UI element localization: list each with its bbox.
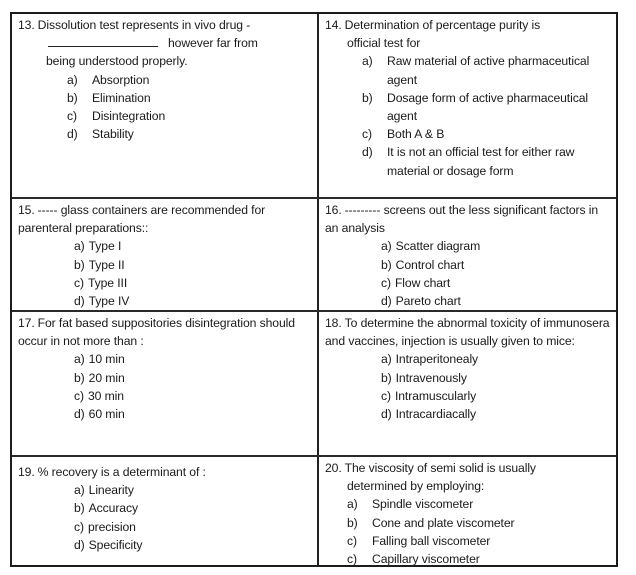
question-number: 17.	[18, 316, 35, 330]
option-text: Raw material of active pharmaceutical agent	[387, 54, 590, 87]
stem-text: ----- glass containers are recommended for parenteral preparations::	[18, 203, 266, 236]
option-text: Disintegration	[92, 109, 166, 124]
option-text: Capillary viscometer	[372, 552, 480, 567]
option-label: d)	[362, 145, 373, 160]
option-text: Intraperitonealy	[395, 352, 479, 367]
option-label: a)	[74, 239, 85, 254]
question-number: 20.	[325, 461, 342, 475]
option-d	[67, 125, 311, 143]
option-c	[381, 387, 610, 405]
option-d	[74, 536, 311, 554]
option-text: 20 min	[88, 370, 125, 385]
stem-text: however far from	[168, 36, 258, 51]
option-text: Type II	[88, 257, 125, 272]
question-stem	[18, 463, 311, 481]
option-text: Intramuscularly	[394, 388, 477, 403]
option-label: a)	[74, 483, 85, 498]
option-b	[74, 499, 311, 517]
option-label: a)	[74, 352, 85, 367]
option-a	[362, 52, 610, 88]
option-label: b)	[74, 257, 85, 272]
option-text: Control chart	[395, 257, 465, 272]
option-label: c)	[74, 275, 84, 290]
option-b	[74, 256, 311, 274]
question-stem	[18, 201, 311, 237]
option-label: d)	[74, 294, 85, 309]
question-20	[319, 457, 616, 565]
option-text: Intracardiacally	[395, 407, 477, 422]
question-number: 18.	[325, 316, 342, 330]
question-stem	[325, 201, 610, 237]
option-label: b)	[74, 370, 85, 385]
option-text: Intravenously	[395, 370, 467, 385]
stem-text: Dissolution test represents in vivo drug -	[37, 18, 251, 32]
option-text: Type III	[87, 275, 128, 290]
option-label: a)	[362, 54, 373, 69]
fill-in-blank	[48, 34, 158, 47]
stem-text: % recovery is a determinant of :	[37, 465, 206, 479]
option-text: Stability	[92, 127, 134, 142]
option-text: It is not an official test for either raw material or dosage form	[387, 145, 575, 178]
option-label: b)	[74, 501, 85, 516]
option-text: Linearity	[88, 483, 134, 498]
option-label: a)	[381, 352, 392, 367]
stem-text: --------- screens out the less significant factors in an analysis	[325, 203, 599, 236]
option-b	[381, 369, 610, 387]
question-18	[319, 312, 616, 455]
options-list	[18, 481, 311, 554]
question-19	[12, 457, 317, 565]
option-label: a)	[67, 72, 78, 87]
option-c	[74, 518, 311, 536]
options-list	[325, 237, 610, 310]
option-c	[362, 125, 610, 143]
question-stem	[325, 314, 610, 350]
option-c	[74, 274, 311, 292]
option-label: d)	[381, 407, 392, 422]
option-d	[381, 292, 610, 310]
question-13	[12, 14, 317, 197]
option-label: a)	[347, 497, 358, 512]
option-label: b)	[381, 370, 392, 385]
option-d	[347, 550, 610, 568]
option-label: c)	[347, 552, 357, 567]
question-stem-line2	[18, 34, 311, 52]
option-a	[74, 481, 311, 499]
option-label: b)	[362, 90, 373, 105]
option-text: Accuracy	[88, 501, 138, 516]
option-label: d)	[67, 127, 78, 142]
question-stem	[325, 16, 610, 34]
option-label: b)	[347, 515, 358, 530]
question-17	[12, 312, 317, 455]
option-d	[362, 143, 610, 179]
option-c	[381, 274, 610, 292]
option-text: 60 min	[88, 407, 125, 422]
option-b	[362, 89, 610, 125]
option-a	[74, 350, 311, 368]
option-text: Flow chart	[394, 275, 451, 290]
options-list	[325, 350, 610, 423]
question-number: 19.	[18, 465, 35, 479]
option-text: Specificity	[88, 537, 143, 552]
question-16	[319, 199, 616, 310]
option-label: c)	[74, 519, 84, 534]
option-label: c)	[347, 533, 357, 548]
option-d	[74, 292, 311, 310]
option-label: c)	[74, 388, 84, 403]
options-list	[18, 71, 311, 144]
question-stem-line3: being understood properly.	[46, 54, 188, 69]
option-label: c)	[67, 109, 77, 124]
option-b	[381, 256, 610, 274]
option-text: Cone and plate viscometer	[372, 515, 515, 530]
option-b	[67, 89, 311, 107]
option-text: Both A & B	[387, 127, 445, 142]
options-list	[18, 237, 311, 310]
option-text: Type I	[88, 239, 122, 254]
option-c	[74, 387, 311, 405]
option-text: 10 min	[88, 352, 125, 367]
option-b	[347, 514, 610, 532]
option-c	[67, 107, 311, 125]
option-text: Spindle viscometer	[372, 497, 474, 512]
option-a	[381, 350, 610, 368]
option-b	[74, 369, 311, 387]
question-stem	[325, 459, 610, 477]
option-d	[74, 405, 311, 423]
question-number: 16.	[325, 203, 342, 217]
question-number: 14.	[325, 18, 342, 32]
option-text: 30 min	[87, 388, 124, 403]
option-label: d)	[74, 537, 85, 552]
question-number: 13.	[18, 18, 35, 32]
option-text: Falling ball viscometer	[372, 533, 491, 548]
option-label: b)	[381, 257, 392, 272]
stem-text: For fat based suppositories disintegration should occur in not more than :	[18, 316, 295, 349]
option-text: Absorption	[92, 72, 150, 87]
question-table	[10, 12, 618, 567]
option-text: Scatter diagram	[395, 239, 481, 254]
option-label: c)	[362, 127, 372, 142]
question-15	[12, 199, 317, 310]
question-stem-line2: official test for	[347, 36, 421, 51]
option-text: Elimination	[92, 90, 151, 105]
option-text: precision	[87, 519, 136, 534]
question-stem-line2: determined by employing:	[347, 479, 485, 494]
option-label: c)	[381, 275, 391, 290]
question-number: 15.	[18, 203, 35, 217]
option-text: Type IV	[88, 294, 130, 309]
option-a	[381, 237, 610, 255]
option-label: d)	[381, 294, 392, 309]
stem-text: Determination of percentage purity is	[344, 18, 541, 32]
option-c	[347, 532, 610, 550]
options-list	[325, 495, 610, 568]
option-d	[381, 405, 610, 423]
stem-text: The viscosity of semi solid is usually	[344, 461, 536, 475]
option-label: d)	[74, 407, 85, 422]
option-label: a)	[381, 239, 392, 254]
options-list	[18, 350, 311, 423]
question-stem	[18, 16, 311, 34]
option-a	[347, 495, 610, 513]
stem-text: To determine the abnormal toxicity of immunosera and vaccines, injection is usually given to mice:	[325, 316, 610, 349]
option-a	[74, 237, 311, 255]
question-14	[319, 14, 616, 197]
option-a	[67, 71, 311, 89]
question-stem	[18, 314, 311, 350]
option-text: Pareto chart	[395, 294, 461, 309]
option-text: Dosage form of active pharmaceutical agent	[387, 90, 588, 124]
option-label: c)	[381, 388, 391, 403]
option-label: b)	[67, 90, 78, 105]
options-list	[325, 52, 610, 179]
